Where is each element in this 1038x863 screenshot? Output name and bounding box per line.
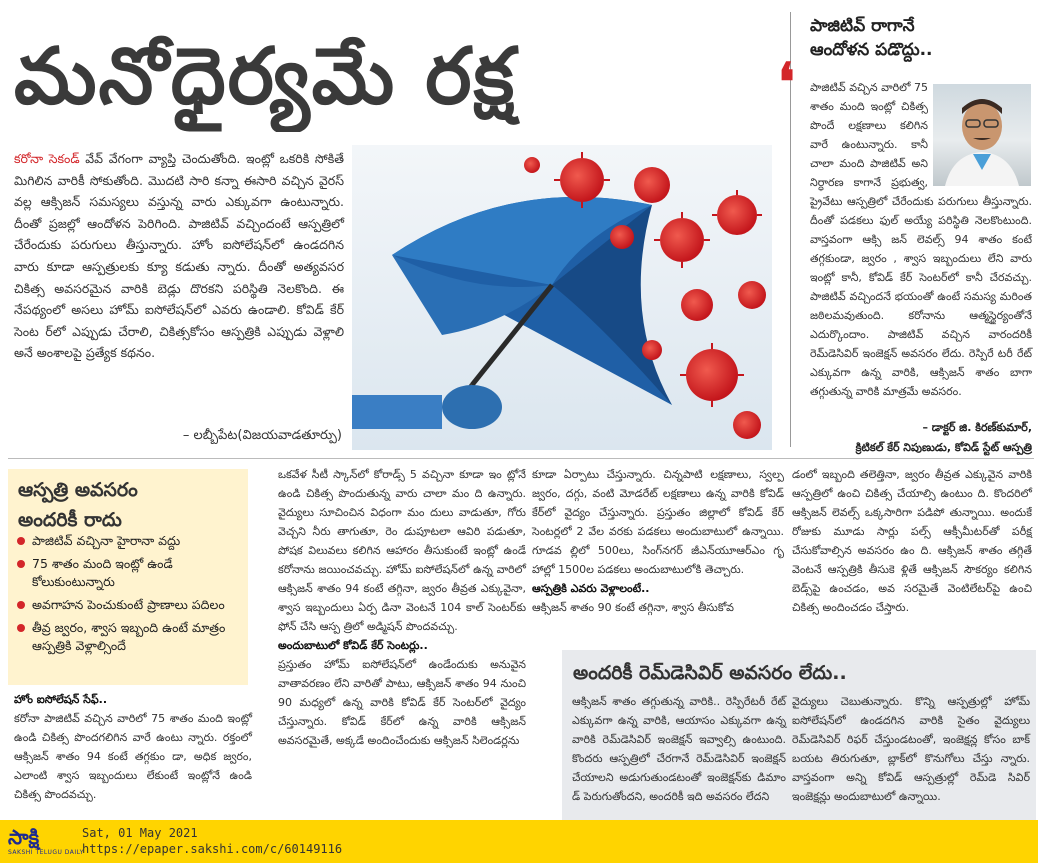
footer-url-link[interactable]: https://epaper.sakshi.com/c/60149116 — [82, 842, 343, 856]
column-4: డంలో ఇబ్బంది తలెత్తినా, జ్వరం తీవ్రత ఎక్కువైన వారికి ఆస్పత్రిలో ఉంచి చికిత్స చేయాల్సి ఉంటుం ది. కొందరిలో ఆక్సిజన్ లెవల్స్ ఒక్కసారిగా పడిపో తున్నాయి. అందుకే రోజుకు మూడు సార్లు పల్స్ ఆక్సీమీటర్‌తో పరీక్ష చేసుకోవాల్సిన అవసరం ఉం ది. ఆక్సిజన్ శాతం తగ్గితే వెంటనే ఆస్పత్రికి తీసుకె ళ్లితే ఆక్సిజన్ సౌకర్యం కలిగిన బెడ్స్‌పై ఉంచడం, అవ సరమైతే వెంటిలేటర్‌పై ఉంచి చికిత్స అందించడం చేస్తారు. — [792, 468, 1032, 614]
bullet-icon — [17, 537, 25, 545]
column-3 — [532, 465, 784, 617]
sakshi-logo[interactable]: సాక్షి — [8, 825, 40, 849]
umbrella-illustration-svg — [352, 145, 772, 450]
intro-credit: – లబ్బీపేట(విజయవాడతూర్పు) — [182, 428, 342, 443]
key-points-title-line2: అందరికీ రాదు — [18, 509, 122, 531]
bullet-icon — [17, 560, 25, 568]
sidebar-sign-line1: – డాక్టర్ జి. కిరణ్‌కుమార్, — [922, 421, 1032, 434]
list-item: తీవ్ర జ్వరం, శ్వాస ఇబ్బంది ఉంటే మాత్రం ఆస్పత్రికి వెళ్లాల్సిందే — [14, 619, 246, 655]
sakshi-logo-subtitle: SAKSHI TELUGU DAILY — [8, 849, 84, 856]
column-3-body1: కూడా ఏర్పాటు చేస్తున్నారు. చిన్నపాటి లక్షణాలు, స్వల్ప జ్వరం, దగ్గు, వంటి మోడరేట్ లక్షణాలు ఉన్న వారికి కోవిడ్ కేర్‌లో వైద్యం చేస్తున్నారు. ప్రస్తుతం జిల్లాలో కోవిడ్ కేర్ సెంటర్లలో 2 వేల వరకు పడకలు అందుబాటులో ఉన్నాయి. గూడవ ల్లిలో 500లు, సింగ్‌నగర్ జీఎన్‌యూఆర్‌ఎం గృ హాల్లో 1500ల పడకలు అందుబాటులోకి తెచ్చారు. — [532, 468, 784, 576]
column-2 — [278, 465, 526, 750]
home-isolation-body: కరోనా పాజిటివ్ వచ్చిన వారిలో 75 శాతం మంది ఇంట్లో ఉండి చికిత్స పొందగలిగిన వారే ఉంటు న్నారు. రక్తంలో ఆక్సిజన్ శాతం 94 కంటే తగ్గకుం డా, అధిక జ్వరం, ఎలాంటి శ్వాస ఇబ్బందులు లేకుంటే ఇంట్లోనే ఉండి చికిత్స పొందవచ్చు. — [14, 712, 252, 801]
key-points-title-line1: ఆస్పత్రి అవసరం — [18, 479, 138, 501]
sidebar-signature — [806, 418, 1032, 458]
bullet-icon — [17, 601, 25, 609]
sidebar-body: పాజిటివ్ వచ్చిన వారిలో 75 శాతం మంది ఇంట్లో చికిత్స పొందే లక్షణాలు కలిగిన వారే ఉంటున్నారు. కానీ చాలా మంది పాజిటివ్ అని నిర్ధారణ కాగానే ప్రభుత్వ, ప్రైవేటు ఆస్పత్రిలో చేరేందుకు పరుగులు తీస్తున్నారు. దీంతో పడకలు ఫుల్ అయ్యే పరిస్థితి నెలకొంటుంది. వాస్తవంగా ఆక్సి జన్ లెవల్స్ 94 శాతం కంటే తగ్గకుండా, జ్వరం , శ్వాస ఇబ్బందులు లేని వారు ఇంట్లో కానీ, కోవిడ్ కేర్ సెంటర్‌లో కానీ చేరవచ్చు. పాజిటివ్ వచ్చిందనే భయంతో ఉంటే సమస్య మరింత జఠిలమవుతుంది. కరోనాను ఆత్మస్థైర్యంతోనే ఎదుర్కొందాం. పాజిటివ్ వచ్చిన వారందరికీ రెమ్‌డెసివిర్ ఇంజెక్షన్ అవసరం లేదు. రెస్పిరే టరీ రేట్ ఎక్కువగా ఉన్న వారికి, ఆక్సిజన్ శాతం బాగా తగ్గుతున్న వారికి మాత్రమే అవసరం. — [810, 81, 1032, 398]
covid-care-heading: అందుబాటులో కోవిడ్ కేర్ సెంటర్లు.. — [278, 639, 428, 652]
column-3-body2: ఆక్సిజన్ శాతం 90 కంటే తగ్గినా, శ్వాస తీసుకోవ — [532, 601, 734, 614]
key-points-list — [14, 532, 246, 660]
umbrella-virus-illustration — [352, 145, 772, 450]
list-item: 75 శాతం మంది ఇంట్లో ఉండే కోలుకుంటున్నారు — [14, 555, 246, 591]
doctor-photo — [933, 84, 1031, 186]
intro-body: వేవ్ వేగంగా వ్యాప్తి చెందుతోంది. ఇంట్లో ఒకరికి సోకితే మిగిలిన వారికీ సోకుతోంది. మొదటి సారి కన్నా ఈసారి వచ్చిన వైరస్ వల్ల ఆక్సిజన్ సమస్యలు వస్తున్న వారు ఎక్కువగా ఉంటున్నారు. దీంతో ప్రజల్లో ఆందోళన పెరిగింది. పాజిటివ్ వచ్చిందంటే ఆస్పత్రిలో చేరేందుకు పరుగులు తీస్తున్నారు. హోం ఐసోలేషన్‌లో ఉండదగిన వారు కూడా ఆస్పత్రులకు క్యూ కడుతు న్నారు. దీంతో అత్యవసర చికిత్స అవసరమైన వారికి బెడ్లు దొరకని పరిస్థితి నెలకొంది. ఈ నేపథ్యంలో అసలు హోమ్ ఐసోలేషన్‌లో ఎవరు ఉండాలి. కోవిడ్ కేర్ సెంట ర్‌లో ఎప్పుడు చేరాలి, చికిత్సకోసం ఆస్పత్రికి ఎప్పుడు వెళ్లాలి అనే అంశాలపై ప్రత్యేక కథనం. — [14, 151, 344, 361]
remdesivir-left-text: ఆక్సిజన్ శాతం తగ్గుతున్న వారికి.. రెస్పిరేటరీ రేట్ ఎక్కువగా ఉన్న వారికి, ఆయాసం ఎక్కువగా ఉన్న వారికి రెమ్‌డెసివిర్ ఇంజెక్షన్ ఇవ్వాల్సి ఉంటుంది. కొందరు ఆస్పత్రిలో చేరగానే రెమ్‌డెసివిర్ ఇంజెక్షన్ చేయాలని అడుగుతుండటంతో ఇంజెక్షన్‌కు డిమాం డ్ పెరుగుతోందని, అందరికీ ఇది అవసరం లేదని — [572, 695, 786, 803]
bullet-icon — [17, 624, 25, 632]
remdesivir-right-text: వైద్యులు చెబుతున్నారు. కొన్ని ఆస్పత్రుల్లో హోమ్ ఐసోలేషన్‌లో ఉండదగిన వారికి సైతం వైద్యులు రెమ్‌డెసివిర్ రిఫర్ చేస్తుండటంతో, ఇంజెక్షన్ల కోసం బాక్ బయట తిరుగుతూ, బ్లాక్‌లో కొనుగోలు చేస్తు న్నారు. వాస్తవంగా అన్ని కోవిడ్ ఆస్పత్రుల్లో రెమ్‌డె సివిర్ ఇంజెక్షన్లు అందుబాటులో ఉన్నాయి. — [792, 695, 1030, 803]
sidebar-title-line1: పాజిటివ్ రాగానే — [810, 16, 915, 36]
headline: మనోధైర్యమే రక్ష — [14, 32, 517, 122]
doctor-photo-svg — [933, 84, 1031, 186]
list-item: అవగాహన పెంచుకుంటే ప్రాణాలు పదిలం — [14, 596, 246, 614]
sidebar-sign-line2: క్రిటికల్ కేర్ నిపుణుడు, కోవిడ్ స్టేట్ ఆస్పత్రి — [855, 441, 1032, 454]
column-2-body2: ప్రస్తుతం హోమ్ ఐసోలేషన్‌లో ఉండేందుకు అనువైన వాతావరణం లేని వారితో పాటు, ఆక్సిజన్ శాతం 94 నుంచి 90 మధ్యలో ఉన్న వారికి కోవిడ్ కేర్ సెంటర్‌లో వైద్యం చేస్తున్నారు. కోవిడ్ కేర్‌లో ఉన్న వారికి ఆక్సిజన్ అవసరమైతే, అక్కడే అందించేందుకు ఆక్సిజన్ సిలెండర్లను — [278, 658, 526, 747]
intro-lead: కరోనా సెకండ్ — [14, 151, 80, 166]
key-points-title — [18, 475, 243, 535]
sidebar-title-line2: ఆందోళన పడొద్దు.. — [810, 40, 933, 60]
column-2-body1: ఒకవేళ సీటీ స్కాన్‌లో కోరాడ్స్ 5 వచ్చినా కూడా ఇం ట్లోనే ఉండి చికిత్స పొందుతున్న వారు చాలా మం ది ఉన్నారు. వైద్యులు సూచించిన విధంగా మం దులు వాడుతూ, గోరు వెచ్చని నీరు తాగుతూ, రెం డుపూటలా ఆవిరి పడుతూ, పోషక విలువలు కలిగిన ఆహారం తీసుకుంటే ఇంట్లో ఉండే కరోనాను జయించవచ్చు. హోమ్ ఐసోలేషన్‌లో ఉన్న వారిలో ఆక్సిజన్ శాతం 94 కంటే తగ్గినా, జ్వరం తీవ్రత ఎక్కువైనా, శ్వాస ఇబ్బందులు ఏర్ప డినా వెంటనే 104 కాల్ సెంటర్‌కు ఫోన్ చేసి ఆస్ప త్రిలో అడ్మిషన్ పొందవచ్చు. — [278, 468, 526, 633]
quote-mark-icon: ❛ — [778, 52, 795, 113]
hospital-heading: ఆస్పత్రికి ఎవరు వెళ్లాలంటే.. — [532, 582, 650, 595]
home-isolation-heading: హోం ఐసోలేషన్ సేఫ్.. — [14, 693, 108, 706]
remdesivir-title: అందరికీ రెమ్‌డెసివిర్ అవసరం లేదు.. — [573, 662, 847, 684]
list-item: పాజిటివ్ వచ్చినా హైరానా వద్దు — [14, 532, 246, 550]
sidebar-title — [810, 14, 1035, 62]
column-1-lower — [14, 690, 252, 804]
intro-paragraph — [14, 148, 344, 364]
footer-date: Sat, 01 May 2021 — [82, 826, 198, 840]
section-divider — [8, 458, 1034, 459]
